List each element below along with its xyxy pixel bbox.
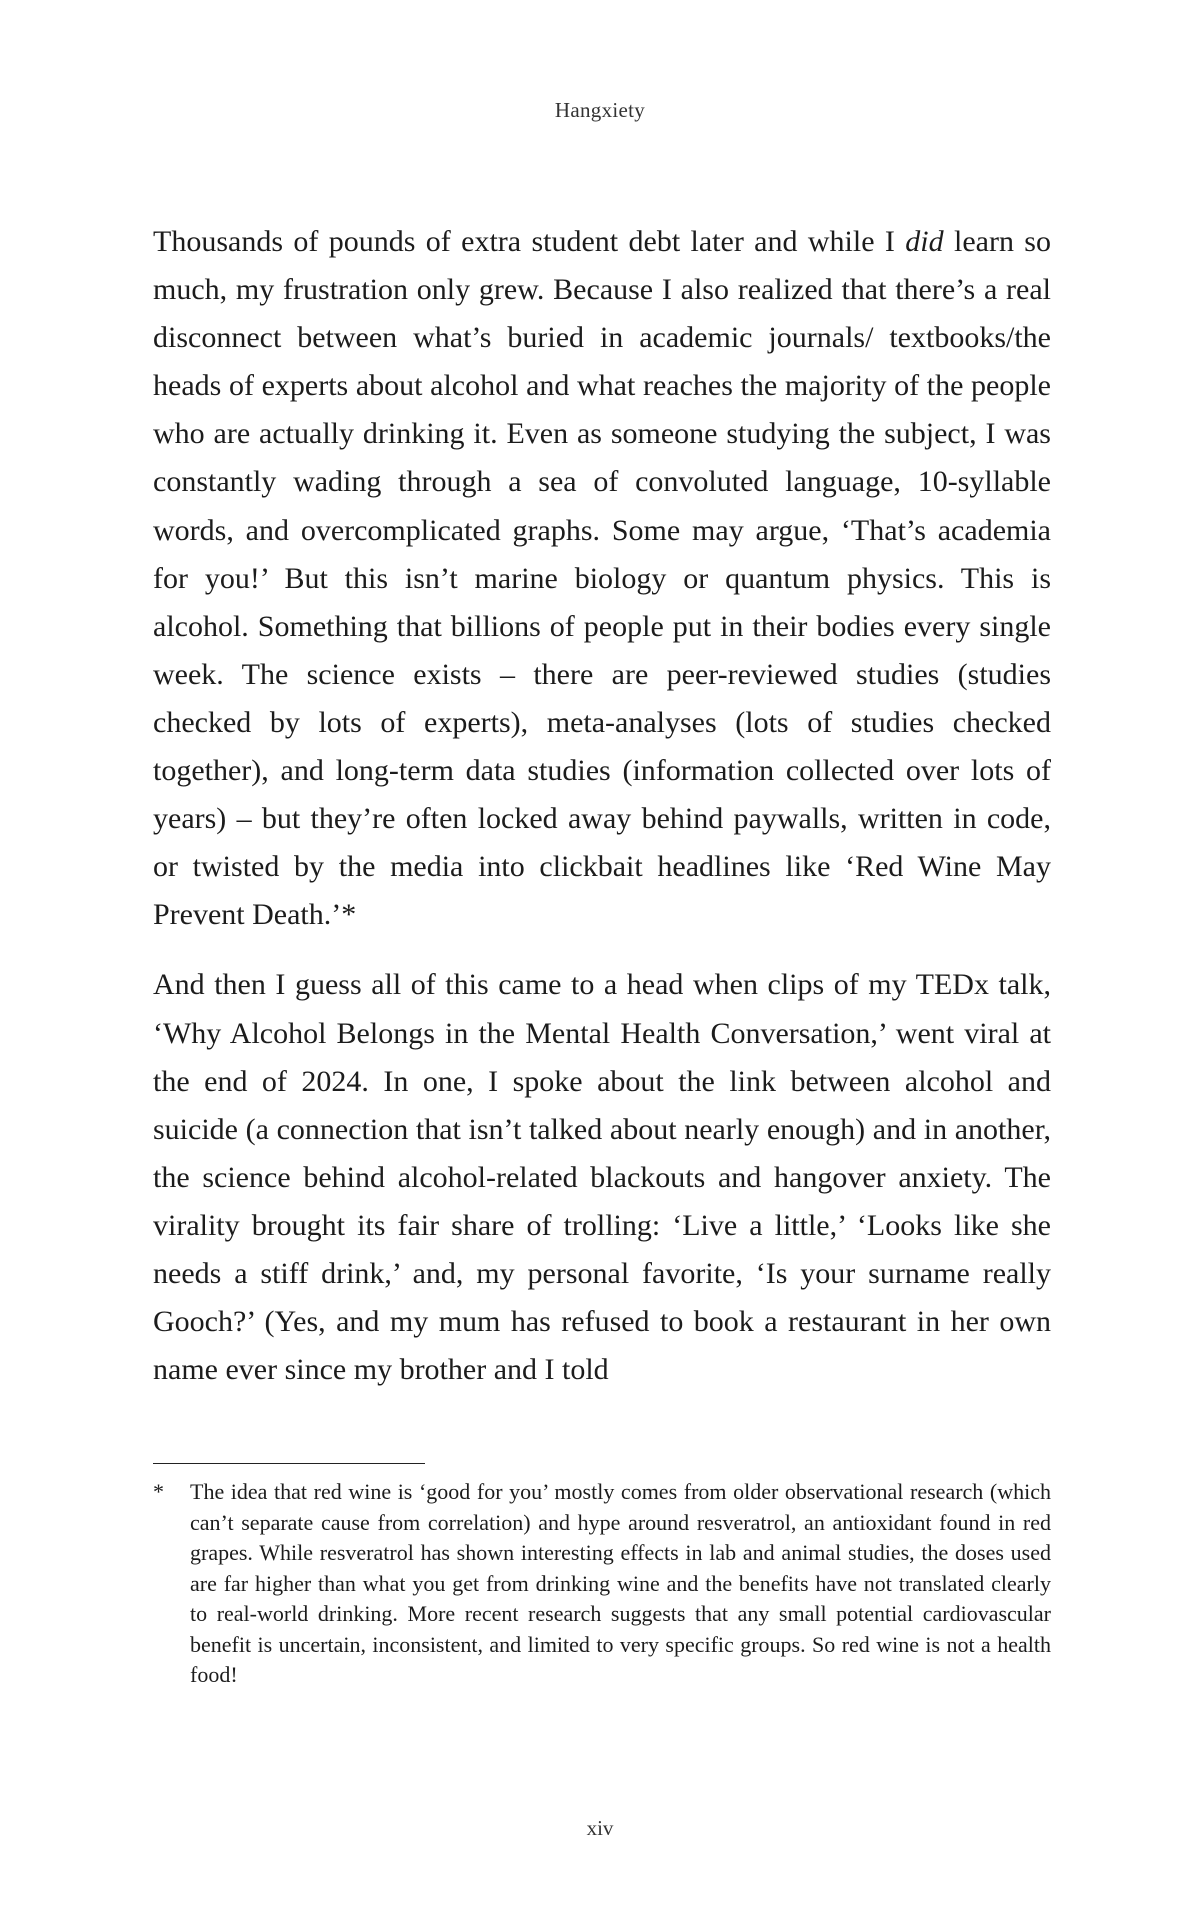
footnote-marker: * bbox=[153, 1479, 164, 1504]
paragraph-1-emphasis: did bbox=[905, 225, 944, 258]
paragraph-1-text-start: Thousands of pounds of extra student debt later and while I bbox=[153, 225, 906, 258]
running-head: Hangxiety bbox=[554, 98, 646, 122]
paragraph-1 bbox=[153, 218, 1051, 939]
paragraph-1-text-end: learn so much, my frustration only grew. Because I also realized that there’s a real disconnect between what’s buried in academic journals/ textbooks/the heads of experts about alcohol and what reaches the majority of the people who are actually drinking it. Even as someone studying the subject, I was constantly wading through a sea of convoluted language, 10-syllable words, and overcomplicated graphs. Some may argue, ‘That’s academia for you!’ But this isn’t marine biology or quantum physics. This is alcohol. Something that billions of people put in their bodies every single week. The science exists – there are peer-reviewed studies (studies checked by lots of experts), meta-analyses (lots of studies checked together), and long-term data studies (information collected over lots of years) – but they’re often locked away behind paywalls, written in code, or twisted by the media into clickbait headlines like ‘Red Wine May Prevent Death.’* bbox=[153, 225, 1051, 932]
footnote-rule bbox=[153, 1463, 425, 1464]
footnote-text: The idea that red wine is ‘good for you’ mostly comes from older observational research (which can’t separate cause from correlation) and hype around resveratrol, an antioxidant found in red grapes. While resveratrol has shown interesting effects in lab and animal studies, the doses used are far higher than what you get from drinking wine and the benefits have not translated clearly to real-world drinking. More recent research suggests that any small potential cardiovascular benefit is uncertain, inconsistent, and limited to very specific groups. So red wine is not a health food! bbox=[190, 1479, 1051, 1687]
paragraph-2: And then I guess all of this came to a head when clips of my TEDx talk, ‘Why Alcohol Belongs in the Mental Health Conversation,’ went viral at the end of 2024. In one, I spoke about the link between alcohol and suicide (a connection that isn’t talked about nearly enough) and in another, the science behind alcohol-related blackouts and hangover anxiety. The virality brought its fair share of trolling: ‘Live a little,’ ‘Looks like she needs a stiff drink,’ and, my personal favorite, ‘Is your surname really Gooch?’ (Yes, and my mum has refused to book a restaurant in her own name ever since my brother and I told bbox=[153, 968, 1051, 1387]
page-number: xiv bbox=[586, 1816, 614, 1840]
body-text bbox=[153, 218, 1051, 1394]
footnote bbox=[153, 1477, 1051, 1691]
